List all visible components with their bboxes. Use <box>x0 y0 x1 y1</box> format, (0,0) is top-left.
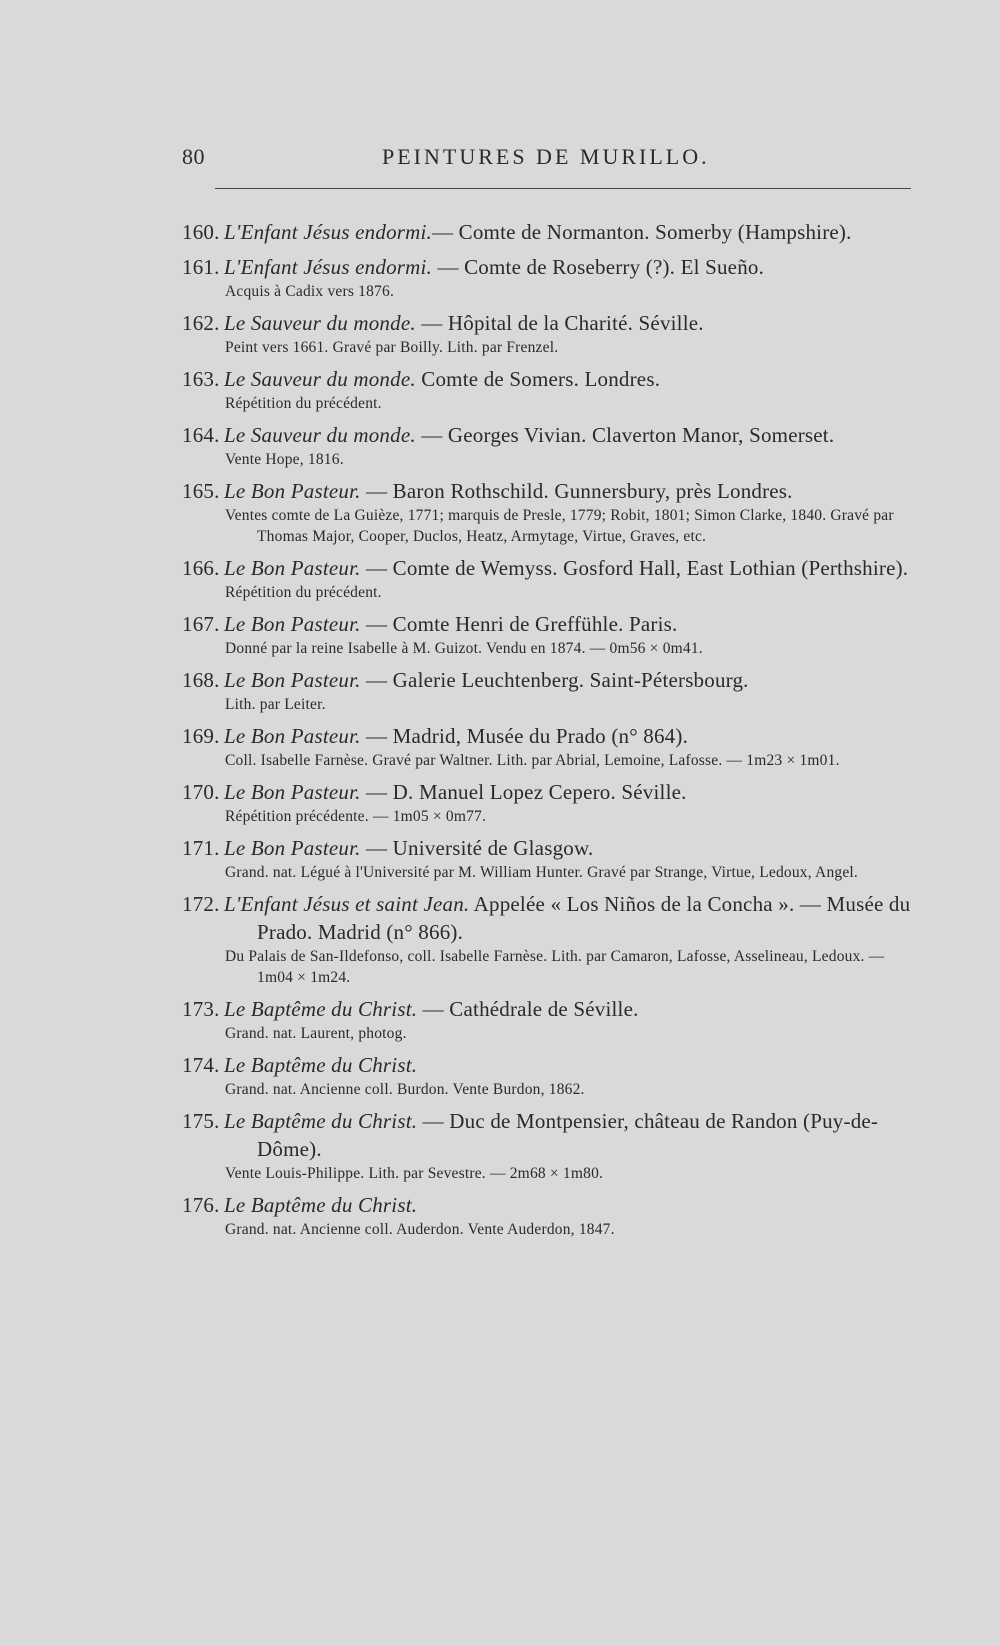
catalogue-entry <box>182 365 912 414</box>
entry-title: Le Sauveur du monde. <box>224 311 416 335</box>
entry-main <box>182 995 912 1023</box>
entry-number: 167. <box>182 612 220 636</box>
running-title: PEINTURES DE MURILLO. <box>382 144 710 169</box>
entry-note: Grand. nat. Laurent, photog. <box>225 1025 407 1042</box>
entry-title: Le Baptême du Christ. <box>224 1109 418 1133</box>
catalogue-entry <box>182 834 912 883</box>
entry-location: — Baron Rothschild. Gunnersbury, près Londres. <box>360 479 793 503</box>
entry-main <box>182 722 912 750</box>
header-rule <box>215 188 911 189</box>
entry-note: Donné par la reine Isabelle à M. Guizot. Vendu en 1874. — 0m56 × 0m41. <box>225 640 703 657</box>
entry-number: 166. <box>182 556 220 580</box>
entry-location: — D. Manuel Lopez Cepero. Séville. <box>360 780 687 804</box>
entry-location: Comte de Somers. Londres. <box>415 367 661 391</box>
page-header <box>182 140 902 180</box>
entry-main <box>182 554 912 582</box>
entry-number: 163. <box>182 367 220 391</box>
catalogue-entries <box>182 218 912 1247</box>
entry-main <box>182 778 912 806</box>
catalogue-entry <box>182 218 912 246</box>
catalogue-entry <box>182 309 912 358</box>
entry-note: Vente Louis-Philippe. Lith. par Sevestre. — 2m68 × 1m80. <box>225 1165 604 1182</box>
entry-number: 161. <box>182 255 220 279</box>
entry-main <box>182 477 912 505</box>
entry-title: Le Bon Pasteur. <box>224 612 361 636</box>
entry-note: Lith. par Leiter. <box>225 696 326 713</box>
entry-title: Le Bon Pasteur. <box>224 479 361 503</box>
entry-location: — Université de Glasgow. <box>360 836 594 860</box>
catalogue-entry <box>182 477 912 547</box>
entry-location: — Comte Henri de Greffühle. Paris. <box>360 612 678 636</box>
entry-main <box>182 365 912 393</box>
page-number: 80 <box>182 144 205 169</box>
entry-location: — Cathédrale de Séville. <box>417 997 639 1021</box>
entry-title: Le Baptême du Christ. <box>224 1193 418 1217</box>
entry-title: Le Bon Pasteur. <box>224 556 361 580</box>
entry-main <box>182 1191 912 1219</box>
catalogue-entry <box>182 778 912 827</box>
entry-number: 162. <box>182 311 220 335</box>
entry-number: 173. <box>182 997 220 1021</box>
entry-title: L'Enfant Jésus endormi. <box>224 220 432 244</box>
catalogue-entry <box>182 554 912 603</box>
entry-number: 174. <box>182 1053 220 1077</box>
entry-number: 164. <box>182 423 220 447</box>
entry-location: — Comte de Wemyss. Gosford Hall, East Lothian (Perthshire). <box>360 556 909 580</box>
catalogue-entry <box>182 253 912 302</box>
entry-location: — Galerie Leuchtenberg. Saint-Pétersbourg. <box>360 668 749 692</box>
entry-number: 175. <box>182 1109 220 1133</box>
entry-number: 176. <box>182 1193 220 1217</box>
entry-main <box>182 1051 912 1079</box>
entry-title: Le Bon Pasteur. <box>224 780 361 804</box>
entry-number: 165. <box>182 479 220 503</box>
catalogue-entry <box>182 995 912 1044</box>
entry-main <box>182 421 912 449</box>
entry-note: Grand. nat. Légué à l'Université par M. William Hunter. Gravé par Strange, Virtue, Ledoux, Angel. <box>225 864 859 881</box>
entry-title: Le Bon Pasteur. <box>224 668 361 692</box>
entry-note: Répétition précédente. — 1m05 × 0m77. <box>225 808 487 825</box>
entry-title: L'Enfant Jésus et saint Jean. <box>224 892 470 916</box>
catalogue-entry <box>182 722 912 771</box>
entry-location: — Comte de Normanton. Somerby (Hampshire). <box>432 220 852 244</box>
entry-note: Vente Hope, 1816. <box>225 451 344 468</box>
entry-note: Répétition du précédent. <box>225 584 382 601</box>
entry-note: Du Palais de San-Ildefonso, coll. Isabelle Farnèse. Lith. par Camaron, Lafosse, Asselineau, Ledoux. — 1m04 × 1m24. <box>225 948 885 986</box>
entry-location: — Duc de Montpensier, château de Randon (Puy-de-Dôme). <box>257 1109 879 1161</box>
entry-note: Acquis à Cadix vers 1876. <box>225 283 395 300</box>
entry-main <box>182 253 912 281</box>
entry-main <box>182 218 912 246</box>
entry-number: 170. <box>182 780 220 804</box>
catalogue-entry <box>182 666 912 715</box>
entry-title: Le Baptême du Christ. <box>224 997 418 1021</box>
entry-location: — Hôpital de la Charité. Séville. <box>415 311 704 335</box>
entry-note: Grand. nat. Ancienne coll. Auderdon. Vente Auderdon, 1847. <box>225 1221 615 1238</box>
entry-title: Le Baptême du Christ. <box>224 1053 418 1077</box>
catalogue-entry <box>182 421 912 470</box>
catalogue-entry <box>182 1107 912 1184</box>
entry-main <box>182 1107 912 1163</box>
catalogue-entry <box>182 890 912 988</box>
entry-main <box>182 666 912 694</box>
entry-title: Le Sauveur du monde. <box>224 423 416 447</box>
entry-note: Peint vers 1661. Gravé par Boilly. Lith. par Frenzel. <box>225 339 559 356</box>
catalogue-entry <box>182 610 912 659</box>
entry-number: 160. <box>182 220 220 244</box>
entry-title: Le Sauveur du monde. <box>224 367 416 391</box>
entry-main <box>182 834 912 862</box>
entry-number: 172. <box>182 892 220 916</box>
entry-note: Grand. nat. Ancienne coll. Burdon. Vente Burdon, 1862. <box>225 1081 585 1098</box>
entry-main <box>182 610 912 638</box>
entry-title: L'Enfant Jésus endormi. <box>224 255 432 279</box>
entry-location: Appelée « Los Niños de la Concha ». — Musée du Prado. Madrid (n° 866). <box>257 892 911 944</box>
catalogue-entry <box>182 1191 912 1240</box>
entry-number: 169. <box>182 724 220 748</box>
entry-number: 171. <box>182 836 220 860</box>
entry-note: Répétition du précédent. <box>225 395 382 412</box>
entry-number: 168. <box>182 668 220 692</box>
entry-main <box>182 309 912 337</box>
entry-note: Coll. Isabelle Farnèse. Gravé par Waltner. Lith. par Abrial, Lemoine, Lafosse. — 1m23 × 1m01. <box>225 752 840 769</box>
catalogue-entry <box>182 1051 912 1100</box>
entry-location: — Georges Vivian. Claverton Manor, Somerset. <box>415 423 835 447</box>
entry-note: Ventes comte de La Guièze, 1771; marquis de Presle, 1779; Robit, 1801; Simon Clarke, 1840. Gravé par Thomas Major, Cooper, Duclos, Heatz, Armytage, Virtue, Graves, etc. <box>225 507 894 545</box>
entry-location: — Comte de Roseberry (?). El Sueño. <box>432 255 765 279</box>
entry-title: Le Bon Pasteur. <box>224 724 361 748</box>
entry-main <box>182 890 912 946</box>
entry-location: — Madrid, Musée du Prado (n° 864). <box>360 724 689 748</box>
entry-title: Le Bon Pasteur. <box>224 836 361 860</box>
